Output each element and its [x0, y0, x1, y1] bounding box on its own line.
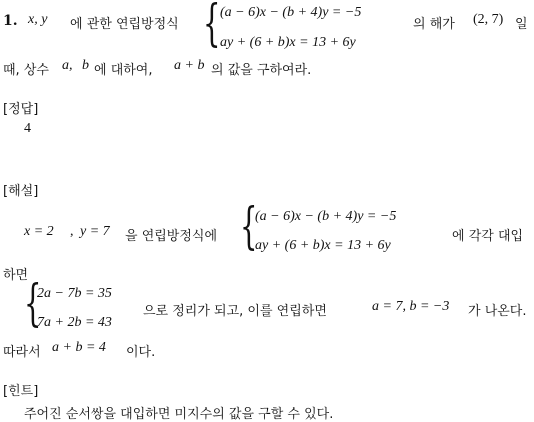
solution-header: [해설]	[3, 184, 39, 199]
hint-header: [힌트]	[3, 384, 39, 399]
solution-text4: 으로 정리가 되고, 이를 연립하면	[143, 304, 327, 319]
solution-final: a + b = 4	[52, 340, 106, 355]
answer-value: 4	[24, 121, 31, 136]
solution-text2: 에 각각 대입	[452, 229, 524, 244]
problem-vars: x, y	[28, 12, 48, 27]
brace-icon: {	[203, 0, 221, 52]
problem-eq2: ay + (6 + b)x = 13 + 6y	[220, 35, 356, 50]
problem-eq1: (a − 6)x − (b + 4)y = −5	[220, 5, 362, 20]
problem-line2-b: 에 대하여,	[94, 63, 153, 78]
problem-line2-c: 의 값을 구하여라.	[211, 63, 312, 78]
solution-sys2-eq1: 2a − 7b = 35	[37, 286, 112, 301]
answer-header: [정답]	[3, 102, 39, 117]
solution-text1: 을 연립방정식에	[125, 229, 218, 244]
solution-eq1: (a − 6)x − (b + 4)y = −5	[255, 209, 397, 224]
problem-a: a,	[62, 58, 73, 73]
problem-tail: 일	[515, 17, 528, 32]
solution-result: a = 7, b = −3	[372, 299, 450, 314]
solution-text6: 따라서	[3, 345, 41, 360]
problem-b: b	[82, 58, 89, 73]
solution-sys2-eq2: 7a + 2b = 43	[37, 315, 112, 330]
problem-sum: a + b	[174, 58, 205, 73]
problem-after: 의 해가	[413, 17, 455, 32]
brace-icon: {	[240, 197, 258, 255]
problem-point: (2, 7)	[473, 12, 504, 27]
brace-icon: {	[24, 274, 42, 332]
solution-eq2: ay + (6 + b)x = 13 + 6y	[255, 238, 391, 253]
solution-text5: 가 나온다.	[468, 304, 527, 319]
problem-number: 1.	[3, 13, 18, 29]
problem-line2-a: 때, 상수	[3, 63, 49, 78]
hint-text: 주어진 순서쌍을 대입하면 미지수의 값을 구할 수 있다.	[24, 407, 334, 422]
solution-x-eq: x = 2	[24, 224, 54, 239]
solution-y-eq: y = 7	[80, 224, 110, 239]
solution-comma: ,	[70, 224, 74, 239]
problem-intro: 에 관한 연립방정식	[70, 17, 179, 32]
solution-text3: 하면	[3, 268, 29, 283]
solution-text7: 이다.	[126, 345, 156, 360]
